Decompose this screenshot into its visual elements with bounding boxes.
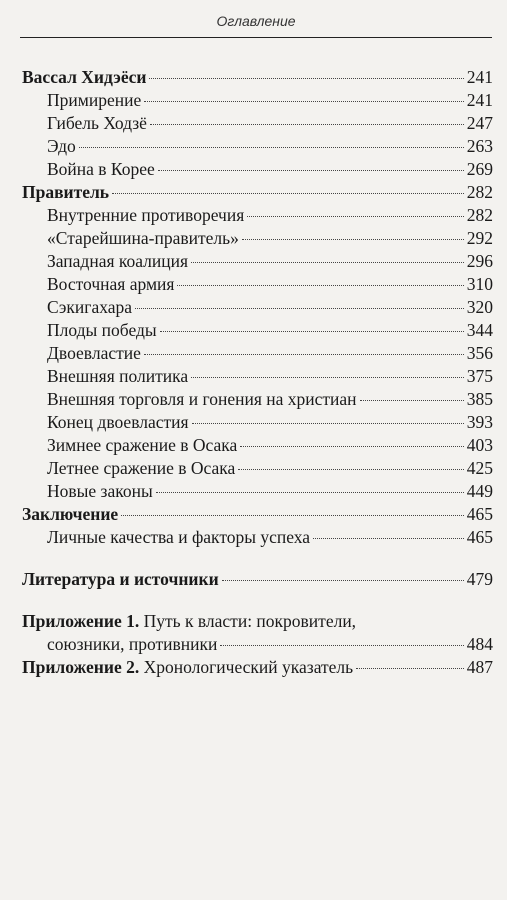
toc-entry — [47, 526, 493, 548]
dot-leader — [191, 377, 464, 378]
toc-entry — [47, 457, 493, 479]
toc-entry — [47, 411, 493, 433]
toc-entry-page: 292 — [466, 228, 493, 248]
dot-leader — [144, 354, 464, 355]
toc-entry-page: 449 — [466, 481, 493, 501]
toc-entry-title: Восточная армия — [47, 274, 175, 294]
appendix-1-title-line1: Путь к власти: покровители, — [139, 611, 357, 631]
toc-entry-page: 385 — [466, 389, 493, 409]
dot-leader — [191, 262, 464, 263]
toc-entry-page: 375 — [466, 366, 493, 386]
toc-entry-title: Правитель — [22, 182, 110, 202]
toc-entry-page: 465 — [466, 504, 493, 524]
toc-entry — [47, 480, 493, 502]
dot-leader — [220, 645, 463, 646]
toc-entry-title: Двоевластие — [47, 343, 141, 363]
toc-entry-page: 487 — [466, 657, 493, 677]
dot-leader — [240, 446, 463, 447]
toc-entry-title: Сэкигахара — [47, 297, 133, 317]
toc-entry-title: Новые законы — [47, 481, 153, 501]
dot-leader — [149, 78, 463, 79]
toc-appendix-2 — [22, 656, 493, 678]
toc-entry-page: 425 — [466, 458, 493, 478]
dot-leader — [112, 193, 464, 194]
toc-entry — [47, 250, 493, 272]
toc-entry-title: Гибель Ходзё — [47, 113, 147, 133]
toc-entry — [47, 112, 493, 134]
toc-entry-title: Летнее сражение в Осака — [47, 458, 236, 478]
toc-entry-title: Вассал Хидэёси — [22, 67, 147, 87]
toc-entry-title: Конец двоевластия — [47, 412, 189, 432]
dot-leader — [121, 515, 464, 516]
toc-entry — [47, 135, 493, 157]
toc-entry-title: Плоды победы — [47, 320, 157, 340]
toc-entry — [47, 365, 493, 387]
toc-entry-page: 393 — [466, 412, 493, 432]
toc-entry-page: 241 — [466, 90, 493, 110]
appendix-2-title: Хронологический указатель — [139, 657, 354, 677]
toc-entry-page: 479 — [466, 569, 493, 589]
toc-entry-page: 296 — [466, 251, 493, 271]
toc-entry-part — [22, 181, 493, 203]
toc-appendix-1-first-line — [22, 610, 356, 632]
toc-entry-page: 465 — [466, 527, 493, 547]
dot-leader — [360, 400, 464, 401]
toc-entry-page: 344 — [466, 320, 493, 340]
dot-leader — [150, 124, 464, 125]
toc-entry-part — [22, 66, 493, 88]
toc-entry-page: 263 — [466, 136, 493, 156]
toc-entry — [47, 227, 493, 249]
toc-entry-page: 403 — [466, 435, 493, 455]
toc-entry — [47, 342, 493, 364]
toc-entry-title: Внутренние противоречия — [47, 205, 245, 225]
toc-entry — [47, 89, 493, 111]
appendix-2-label: Приложение 2. — [22, 657, 140, 677]
toc-entry-page: 484 — [466, 634, 493, 654]
toc-entry-page: 269 — [466, 159, 493, 179]
toc-entry-title: Внешняя торговля и гонения на христиан — [47, 389, 357, 409]
toc-entry-page: 356 — [466, 343, 493, 363]
toc-entry-page: 282 — [466, 205, 493, 225]
running-head: Оглавление — [216, 13, 296, 29]
appendix-1-label: Приложение 1. — [22, 611, 140, 631]
dot-leader — [313, 538, 464, 539]
dot-leader — [356, 668, 464, 669]
toc-entry-title: Внешняя политика — [47, 366, 189, 386]
toc-entry-page: 310 — [466, 274, 493, 294]
toc-entry-part — [22, 568, 493, 590]
dot-leader — [160, 331, 464, 332]
toc-appendix-1-second-line — [47, 633, 493, 655]
dot-leader — [247, 216, 464, 217]
toc-entry-title: Западная коалиция — [47, 251, 189, 271]
toc-entry — [47, 434, 493, 456]
toc-entry-title: «Старейшина-правитель» — [47, 228, 239, 248]
toc-entry-page: 320 — [466, 297, 493, 317]
dot-leader — [242, 239, 464, 240]
dot-leader — [177, 285, 463, 286]
dot-leader — [238, 469, 463, 470]
toc-entry-title: Примирение — [47, 90, 142, 110]
toc-entry — [47, 319, 493, 341]
toc-entry-page: 282 — [466, 182, 493, 202]
dot-leader — [144, 101, 464, 102]
toc-entry-title: Зимнее сражение в Осака — [47, 435, 238, 455]
appendix-1-title-line2: союзники, противники — [47, 634, 218, 654]
toc-entry — [47, 296, 493, 318]
toc-entry — [47, 273, 493, 295]
dot-leader — [79, 147, 464, 148]
toc-entry — [47, 158, 493, 180]
toc-entry-title: Литература и источники — [22, 569, 219, 589]
dot-leader — [158, 170, 464, 171]
toc-entry-part — [22, 503, 493, 525]
toc-entry-page: 247 — [466, 113, 493, 133]
header-rule — [20, 37, 492, 38]
toc-entry-title: Война в Корее — [47, 159, 155, 179]
dot-leader — [222, 580, 464, 581]
toc-entry — [47, 388, 493, 410]
toc-entry-page: 241 — [466, 67, 493, 87]
toc-entry — [47, 204, 493, 226]
dot-leader — [192, 423, 464, 424]
dot-leader — [135, 308, 464, 309]
dot-leader — [156, 492, 464, 493]
toc-entry-title: Эдо — [47, 136, 76, 156]
toc-entry-title: Заключение — [22, 504, 119, 524]
toc-entry-title: Личные качества и факторы успеха — [47, 527, 311, 547]
